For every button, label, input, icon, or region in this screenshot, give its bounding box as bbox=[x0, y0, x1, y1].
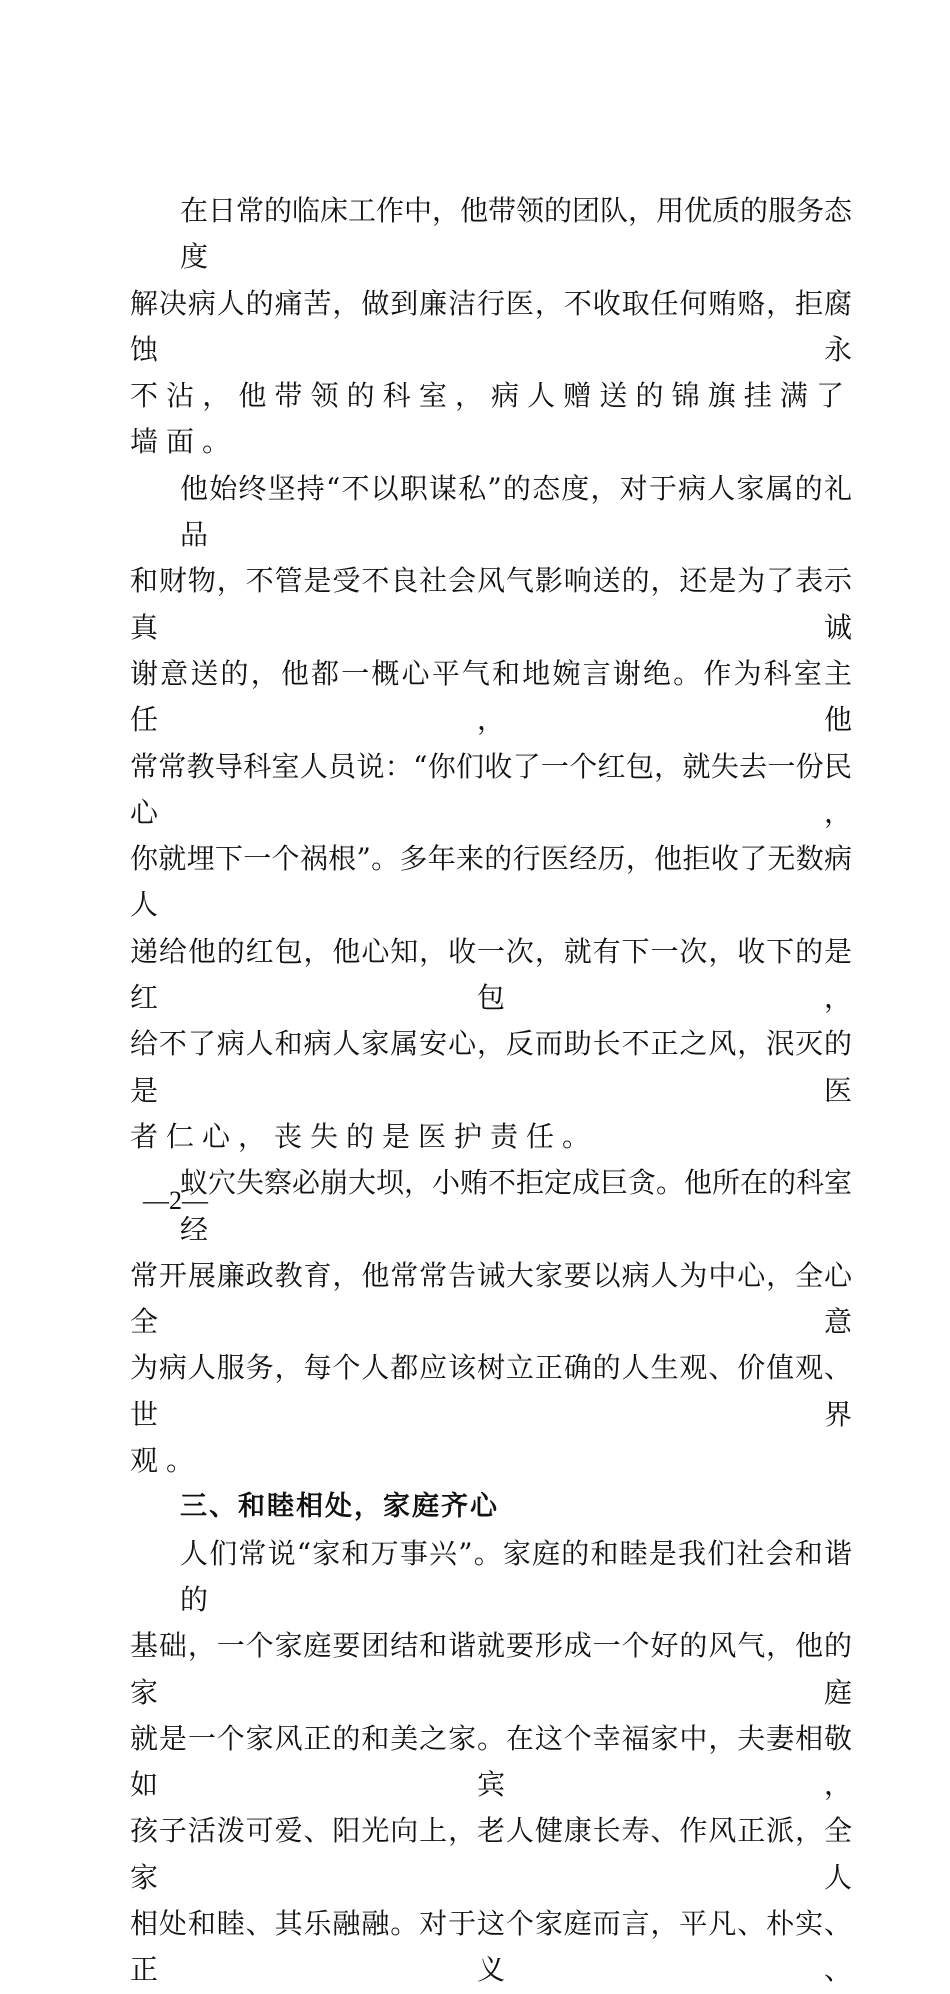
text-line: 为病人服务，每个人都应该树立正确的人生观、价值观、世界 bbox=[130, 1351, 852, 1431]
text-line: 递给他的红包，他心知，收一次，就有下一次，收下的是红包， bbox=[130, 934, 852, 1015]
section-heading bbox=[130, 1484, 852, 1530]
text-line: 就是一个家风正的和美之家。在这个幸福家中，夫妻相敬如宾， bbox=[130, 1721, 852, 1802]
text-line: 基础，一个家庭要团结和谐就要形成一个好的风气，他的家庭 bbox=[130, 1629, 852, 1709]
page-number: —2— bbox=[143, 1186, 208, 1215]
document-body bbox=[130, 188, 852, 1994]
text-line: 给不了病人和病人家属安心，反而助长不正之风，泯灭的是医 bbox=[130, 1027, 852, 1107]
text-line: 解决病人的痛苦，做到廉洁行医，不收取任何贿赂，拒腐蚀永 bbox=[130, 286, 852, 366]
text-line: 和财物，不管是受不良社会风气影响送的，还是为了表示真诚 bbox=[130, 564, 852, 644]
text-line: 观。 bbox=[130, 1444, 203, 1478]
paragraph bbox=[130, 466, 852, 1160]
text-line: 孩子活泼可爱、阳光向上，老人健康长寿、作风正派，全家人 bbox=[130, 1814, 852, 1894]
text-line: 谢意送的，他都一概心平气和地婉言谢绝。作为科室主任，他 bbox=[130, 656, 852, 737]
text-line: 常常教导科室人员说：“你们收了一个红包，就失去一份民心， bbox=[130, 749, 852, 829]
text-line: 相处和睦、其乐融融。对于这个家庭而言，平凡、朴实、正义、 bbox=[130, 1906, 852, 1987]
text-line: 不沾，他带领的科室，病人赠送的锦旗挂满了墙面。 bbox=[130, 379, 852, 459]
text-line: 在日常的临床工作中，他带领的团队，用优质的服务态度 bbox=[180, 194, 853, 274]
text-line: 你就埋下一个祸根”。多年来的行医经历，他拒收了无数病人 bbox=[130, 842, 852, 922]
text-line: 人们常说“家和万事兴”。家庭的和睦是我们社会和谐的 bbox=[180, 1536, 852, 1616]
text-line: 三、和睦相处，家庭齐心 bbox=[180, 1491, 499, 1523]
text-line: 常开展廉政教育，他常常告诫大家要以病人为中心，全心全意 bbox=[130, 1258, 852, 1339]
text-line: 者仁心，丧失的是医护责任。 bbox=[130, 1119, 599, 1153]
paragraph bbox=[130, 1531, 852, 1994]
text-line: 蚁穴失察必崩大坝，小贿不拒定成巨贪。他所在的科室经 bbox=[180, 1166, 853, 1246]
paragraph bbox=[130, 1160, 852, 1484]
paragraph bbox=[130, 188, 852, 466]
text-line: 他始终坚持“不以职谋私”的态度，对于病人家属的礼品 bbox=[180, 471, 852, 552]
